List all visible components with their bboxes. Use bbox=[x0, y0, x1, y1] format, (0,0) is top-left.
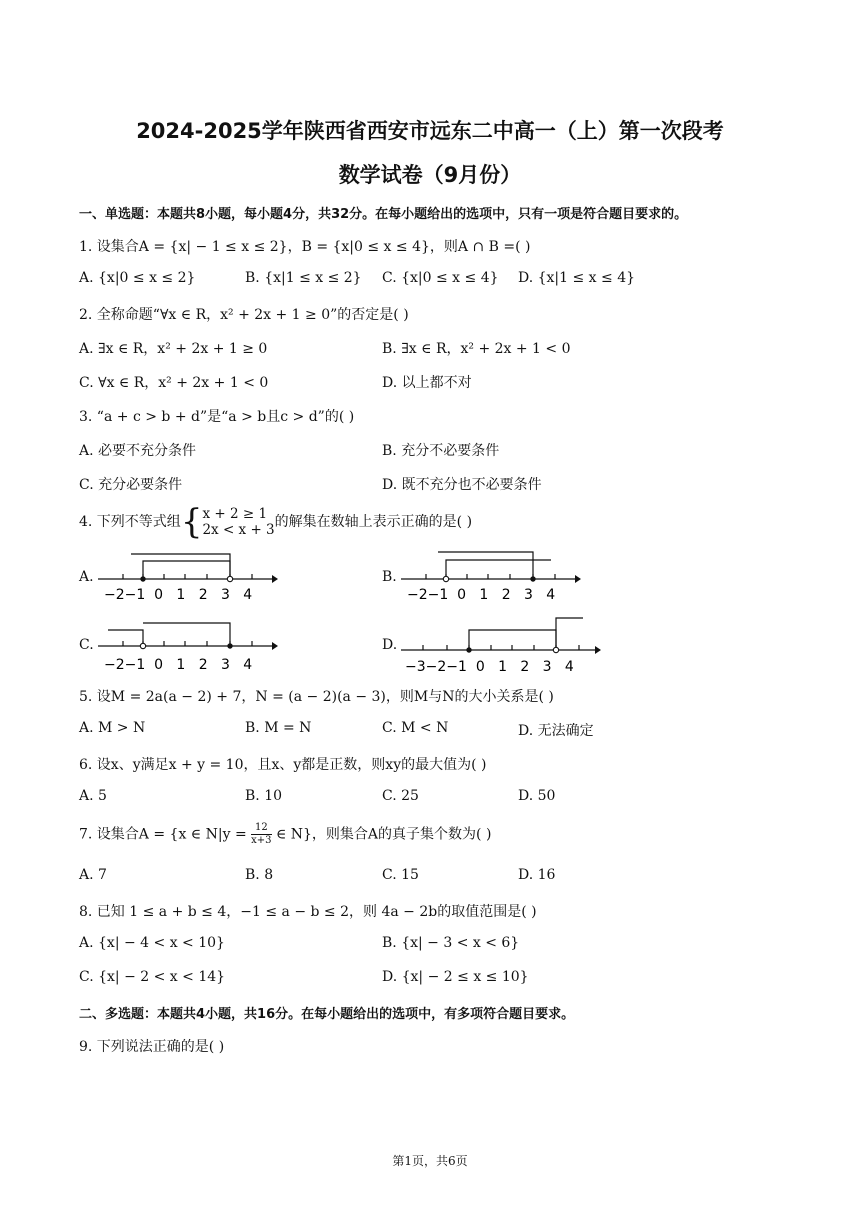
q3-option-c: C. 充分必要条件 bbox=[79, 477, 183, 493]
q6-option-b: B. 10 bbox=[245, 788, 283, 804]
q2-option-d: D. 以上都不对 bbox=[382, 375, 472, 391]
q4-option-d: D. bbox=[382, 637, 398, 653]
q6-option-d: D. 50 bbox=[518, 788, 556, 804]
number-line-a bbox=[98, 550, 278, 605]
q5-option-a: A. M > N bbox=[79, 720, 146, 736]
question-4-stem bbox=[79, 502, 473, 542]
q7-option-c: C. 15 bbox=[382, 867, 419, 883]
q3-option-b: B. 充分不必要条件 bbox=[382, 443, 500, 459]
page-footer: 第1页，共6页 bbox=[392, 1154, 468, 1168]
question-8-stem: 8. 已知 1 ≤ a + b ≤ 4，−1 ≤ a − b ≤ 2，则 4a − 2b的取值范围是( ) bbox=[79, 904, 537, 920]
q2-option-a: A. ∃x ∈ R，x² + 2x + 1 ≥ 0 bbox=[79, 341, 268, 357]
q4-stem-post: 的解集在数轴上表示正确的是( ) bbox=[274, 514, 473, 530]
q3-option-d: D. 既不充分也不必要条件 bbox=[382, 477, 542, 493]
system-brace: { bbox=[180, 502, 203, 542]
q4-option-a: A. bbox=[79, 569, 94, 585]
section-heading-multi-choice: 二、多选题：本题共4小题，共16分。在每小题给出的选项中，有多项符合题目要求。 bbox=[79, 1007, 575, 1022]
q1-option-b: B. {x|1 ≤ x ≤ 2} bbox=[245, 270, 362, 286]
q7-option-b: B. 8 bbox=[245, 867, 274, 883]
q4-option-b: B. bbox=[382, 569, 397, 585]
q7-stem-post: ∈ N}，则集合A的真子集个数为( ) bbox=[271, 826, 492, 843]
number-line-d-ticks: −3−2−1 0 1 2 3 4 bbox=[405, 659, 574, 675]
q8-option-d: D. {x| − 2 ≤ x ≤ 10} bbox=[382, 969, 529, 985]
q1-option-d: D. {x|1 ≤ x ≤ 4} bbox=[518, 270, 636, 286]
inequality-system bbox=[202, 506, 274, 538]
question-6-stem: 6. 设x、y满足x + y = 10，且x、y都是正数，则xy的最大值为( ) bbox=[79, 757, 487, 773]
q5-option-c: C. M < N bbox=[382, 720, 449, 736]
number-line-b-ticks: −2−1 0 1 2 3 4 bbox=[407, 587, 556, 603]
number-line-c bbox=[98, 620, 278, 675]
question-7-stem bbox=[79, 822, 491, 847]
q6-option-a: A. 5 bbox=[79, 788, 107, 804]
fraction-numerator: 12 bbox=[251, 822, 271, 835]
number-line-c-ticks: −2−1 0 1 2 3 4 bbox=[104, 657, 253, 673]
inequality-1: x + 2 ≥ 1 bbox=[202, 506, 268, 522]
q7-option-d: D. 16 bbox=[518, 867, 556, 883]
page-title: 2024-2025学年陕西省西安市远东二中高一（上）第一次段考 bbox=[136, 119, 724, 143]
q1-option-c: C. {x|0 ≤ x ≤ 4} bbox=[382, 270, 499, 286]
inequality-2: 2x < x + 3 bbox=[202, 522, 275, 538]
fraction bbox=[251, 822, 271, 847]
q8-option-a: A. {x| − 4 < x < 10} bbox=[79, 935, 225, 951]
q5-option-b: B. M = N bbox=[245, 720, 312, 736]
question-5-stem: 5. 设M = 2a(a − 2) + 7，N = (a − 2)(a − 3)，则M与N的大小关系是( ) bbox=[79, 689, 554, 705]
fraction-denominator: x+3 bbox=[251, 835, 272, 846]
q7-option-a: A. 7 bbox=[79, 867, 107, 883]
question-1-stem: 1. 设集合A = {x| − 1 ≤ x ≤ 2}，B = {x|0 ≤ x ≤ 4}，则A ∩ B =( ) bbox=[79, 239, 531, 255]
q4-stem-pre: 4. 下列不等式组 bbox=[79, 514, 181, 530]
section-heading-single-choice: 一、单选题：本题共8小题，每小题4分，共32分。在每小题给出的选项中，只有一项是符合题目要求的。 bbox=[79, 207, 688, 222]
number-line-b bbox=[401, 548, 581, 605]
q8-option-b: B. {x| − 3 < x < 6} bbox=[382, 935, 520, 951]
q6-option-c: C. 25 bbox=[382, 788, 419, 804]
question-9-stem: 9. 下列说法正确的是( ) bbox=[79, 1039, 225, 1055]
q4-option-c: C. bbox=[79, 637, 94, 653]
q3-option-a: A. 必要不充分条件 bbox=[79, 443, 197, 459]
q2-option-c: C. ∀x ∈ R，x² + 2x + 1 < 0 bbox=[79, 375, 269, 391]
number-line-d bbox=[401, 615, 601, 675]
page-subtitle: 数学试卷（9月份） bbox=[338, 163, 522, 187]
q7-stem-pre: 7. 设集合A = {x ∈ N|y = bbox=[79, 826, 252, 843]
q8-option-c: C. {x| − 2 < x < 14} bbox=[79, 969, 226, 985]
q5-option-d: D. 无法确定 bbox=[518, 723, 594, 739]
question-3-stem: 3. “a + c > b + d”是“a > b且c > d”的( ) bbox=[79, 409, 355, 425]
q2-option-b: B. ∃x ∈ R，x² + 2x + 1 < 0 bbox=[382, 341, 571, 357]
q1-option-a: A. {x|0 ≤ x ≤ 2} bbox=[79, 270, 196, 286]
number-line-a-ticks: −2−1 0 1 2 3 4 bbox=[104, 587, 253, 603]
question-2-stem: 2. 全称命题“∀x ∈ R，x² + 2x + 1 ≥ 0”的否定是( ) bbox=[79, 307, 409, 323]
